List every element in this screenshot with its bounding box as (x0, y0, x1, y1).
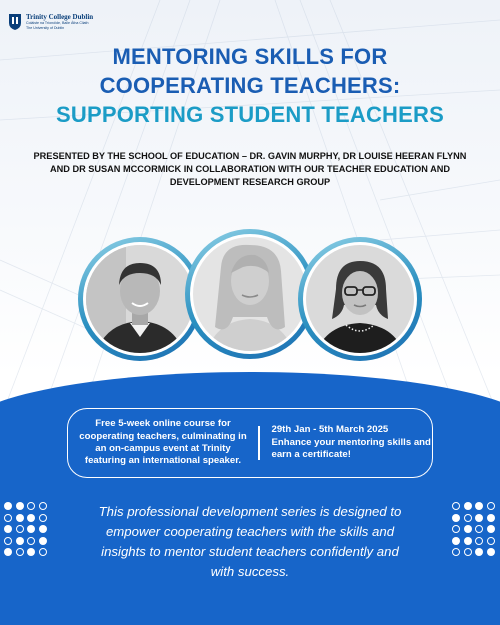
course-info-box (67, 408, 433, 478)
page-title (0, 42, 500, 129)
portrait-woman-glasses (306, 245, 414, 353)
portrait-man (86, 245, 194, 353)
title-line-1: MENTORING SKILLS FOR (112, 44, 388, 69)
course-benefit: Enhance your mentoring skills and earn a certificate! (271, 436, 431, 461)
dot-pattern-left (4, 502, 47, 556)
course-description: This professional development series is designed to empower cooperating teachers with the skills and insights to mentor student teachers confidently and with success. (98, 504, 402, 579)
course-dates: 29th Jan - 5th March 2025 (271, 424, 389, 436)
course-details (260, 424, 433, 461)
logo-name: Trinity College Dublin (26, 12, 94, 21)
portrait-woman-blonde (193, 237, 307, 351)
title-line-3: SUPPORTING STUDENT TEACHERS (56, 102, 444, 127)
course-summary: Free 5-week online course for cooperating teachers, culminating in an on-campus event at Trinity featuring an international speaker. (79, 418, 247, 467)
presenter-text: PRESENTED BY THE SCHOOL OF EDUCATION – DR. GAVIN MURPHY, DR LOUISE HEERAN FLYNN AND DR SUSAN MCCORMICK IN COLLABORATION WITH OUR TEACHER EDUCATION AND DEVELOPMENT RESEARCH GROUP (33, 151, 467, 187)
trinity-logo (8, 6, 104, 38)
title-line-2: COOPERATING TEACHERS: (99, 73, 401, 98)
logo-sub: The University of Dublin (26, 25, 65, 30)
dot-pattern-right (452, 502, 495, 556)
logo-irish: Coláiste na Tríonóide, Baile Átha Cliath (26, 20, 89, 25)
trinity-crest-icon (8, 13, 22, 31)
